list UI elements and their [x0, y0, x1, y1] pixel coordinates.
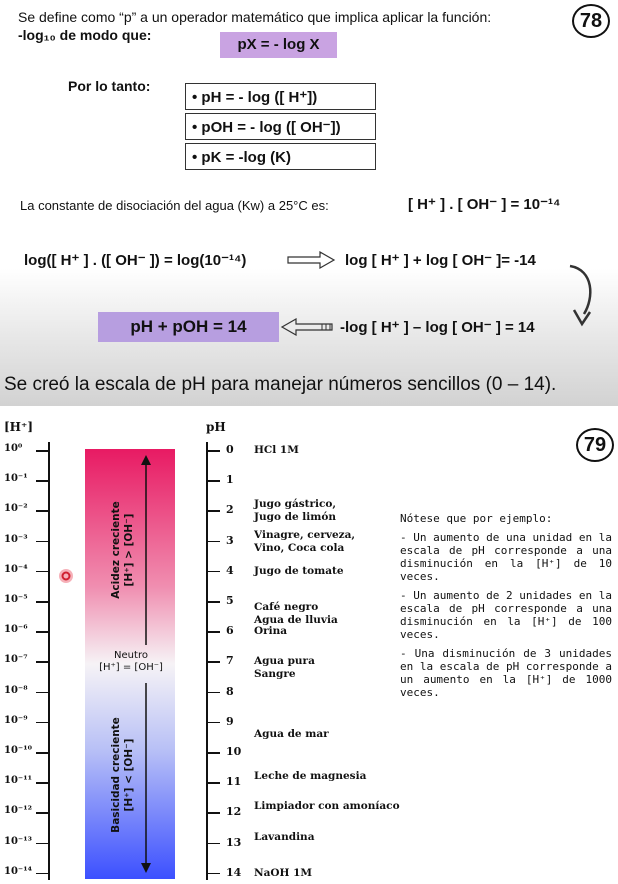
ph-value-label: 6 — [226, 624, 234, 638]
notes-panel — [400, 512, 612, 705]
ph-tick — [208, 812, 220, 814]
h-tick — [36, 812, 48, 814]
ph-tick — [208, 661, 220, 663]
ph-tick — [208, 752, 220, 754]
h-tick — [36, 571, 48, 573]
substance-label: HCl 1M — [254, 444, 299, 456]
h-tick — [36, 541, 48, 543]
ph-tick — [208, 571, 220, 573]
note-item-2: - Un aumento de 2 unidades en la escala de pH corresponde a una disminución en la [H⁺] de 100 veces. — [400, 589, 612, 641]
h-value-label: 10⁻¹⁰ — [4, 745, 32, 756]
ph-tick — [208, 873, 220, 875]
poh-formula-box: • pOH = - log ([ OH⁻]) — [185, 113, 376, 140]
p-operator-formula: pX = - log X — [220, 32, 337, 58]
ph-value-label: 0 — [226, 443, 234, 456]
h-tick — [36, 782, 48, 784]
ph-header: pH — [206, 420, 226, 434]
ph-value-label: 10 — [226, 745, 242, 758]
ph-value-label: 7 — [226, 654, 234, 668]
left-arrow-icon — [280, 318, 334, 336]
h-value-label: 10⁻¹³ — [4, 835, 32, 847]
derivation-step-1: log([ H⁺ ] . ([ OH⁻ ]) = log(10⁻¹⁴) — [24, 252, 247, 269]
ph-tick — [208, 722, 220, 724]
h-tick — [36, 450, 48, 452]
note-item-1: - Un aumento de una unidad en la escala de pH corresponde a una disminución en la [H⁺] de 10 veces. — [400, 531, 612, 583]
h-value-label: 10⁰ — [4, 443, 23, 454]
h-value-label: 10⁻⁴ — [4, 563, 28, 575]
ph-tick — [208, 480, 220, 482]
page-number-79: 79 — [576, 428, 614, 462]
ph-tick — [208, 631, 220, 633]
h-value-label: 10⁻⁹ — [4, 714, 28, 726]
substance-label: Leche de magnesia — [254, 770, 367, 783]
intro-line-2: -log₁₀ de modo que: — [18, 27, 152, 43]
ph-value-label: 12 — [226, 805, 242, 819]
h-value-label: 10⁻⁸ — [4, 684, 28, 696]
h-value-label: 10⁻¹⁴ — [4, 865, 32, 877]
scale-statement: Se creó la escala de pH para manejar números sencillos (0 – 14). — [4, 374, 557, 395]
substance-label: Vinagre, cerveza, Vino, Coca cola — [254, 528, 356, 554]
ph-poh-sum-box: pH + pOH = 14 — [98, 312, 279, 342]
kw-equation: [ H⁺ ] . [ OH⁻ ] = 10⁻¹⁴ — [408, 196, 561, 213]
pk-formula-box: • pK = -log (K) — [185, 143, 376, 170]
basicity-label-2: [H⁺] < [OH⁻] — [123, 738, 135, 812]
kw-description: La constante de disociación del agua (Kw) a 25°C es: — [20, 198, 329, 213]
por-lo-tanto-label: Por lo tanto: — [68, 78, 151, 94]
ph-tick — [208, 692, 220, 694]
ph-tick — [208, 450, 220, 452]
h-tick — [36, 692, 48, 694]
acidity-label-2: [H⁺] > [OH⁻] — [123, 513, 135, 587]
h-axis-line — [48, 442, 50, 880]
ph-value-label: 2 — [226, 503, 234, 517]
ph-value-label: 14 — [226, 865, 242, 879]
note-item-3: - Una disminución de 3 unidades en la escala de pH corresponde a un aumento en la [H⁺] de 1000 veces. — [400, 647, 612, 699]
substance-label: Agua pura Sangre — [254, 655, 315, 681]
h-value-label: 10⁻¹ — [4, 473, 28, 485]
substance-label: Orina — [254, 625, 288, 638]
substance-label: NaOH 1M — [254, 866, 313, 879]
ph-tick — [208, 601, 220, 603]
derivation-step-3: -log [ H⁺ ] – log [ OH⁻ ] = 14 — [340, 319, 535, 336]
right-arrow-icon — [286, 251, 336, 269]
substance-label: Jugo de tomate — [254, 564, 344, 577]
acidity-label-1: Acidez creciente — [110, 501, 122, 599]
substance-label: Lavandina — [254, 830, 315, 843]
neutral-label-1: Neutro — [114, 650, 148, 661]
ph-value-label: 8 — [226, 684, 234, 698]
h-tick — [36, 661, 48, 663]
ph-value-label: 4 — [226, 563, 234, 577]
h-tick — [36, 843, 48, 845]
substance-label: Agua de mar — [254, 727, 329, 740]
substance-label: Café negro Agua de lluvia — [254, 601, 338, 627]
h-value-label: 10⁻² — [4, 503, 28, 515]
h-tick — [36, 631, 48, 633]
derivation-step-2: log [ H⁺ ] + log [ OH⁻ ]= -14 — [345, 252, 536, 269]
h-tick — [36, 752, 48, 754]
substance-label: Jugo gástrico, Jugo de limón — [254, 498, 337, 524]
pointer-dot-icon — [58, 568, 74, 584]
basicity-label — [110, 710, 136, 840]
page-number-78: 78 — [572, 4, 610, 38]
ph-value-label: 13 — [226, 835, 242, 849]
ph-value-label: 1 — [226, 473, 234, 487]
neutral-label-2: [H⁺] = [OH⁻] — [99, 662, 163, 673]
h-concentration-header: [H⁺] — [4, 420, 34, 434]
neutral-label — [88, 650, 174, 674]
ph-formula-box: • pH = - log ([ H⁺]) — [185, 83, 376, 110]
h-value-label: 10⁻⁷ — [4, 654, 28, 666]
intro-line-1: Se define como “p” a un operador matemático que implica aplicar la función: — [18, 9, 492, 25]
h-value-label: 10⁻⁶ — [4, 624, 28, 636]
h-tick — [36, 510, 48, 512]
ph-tick — [208, 782, 220, 784]
h-value-label: 10⁻⁵ — [4, 594, 28, 605]
ph-tick — [208, 843, 220, 845]
notes-title: Nótese que por ejemplo: — [400, 512, 553, 525]
ph-value-label: 9 — [226, 714, 234, 728]
h-value-label: 10⁻³ — [4, 533, 28, 545]
h-value-label: 10⁻¹¹ — [4, 775, 32, 787]
h-tick — [36, 601, 48, 603]
h-tick — [36, 722, 48, 724]
ph-tick — [208, 510, 220, 512]
h-tick — [36, 480, 48, 482]
h-tick — [36, 873, 48, 875]
ph-tick — [208, 541, 220, 543]
substance-label: Limpiador con amoníaco — [254, 800, 400, 813]
ph-value-label: 11 — [226, 775, 242, 789]
h-value-label: 10⁻¹² — [4, 805, 32, 817]
curved-arrow-icon — [566, 262, 596, 334]
basicity-label-1: Basicidad creciente — [110, 717, 122, 833]
ph-value-label: 5 — [226, 594, 234, 607]
acidity-label — [110, 490, 136, 610]
ph-value-label: 3 — [226, 533, 234, 547]
